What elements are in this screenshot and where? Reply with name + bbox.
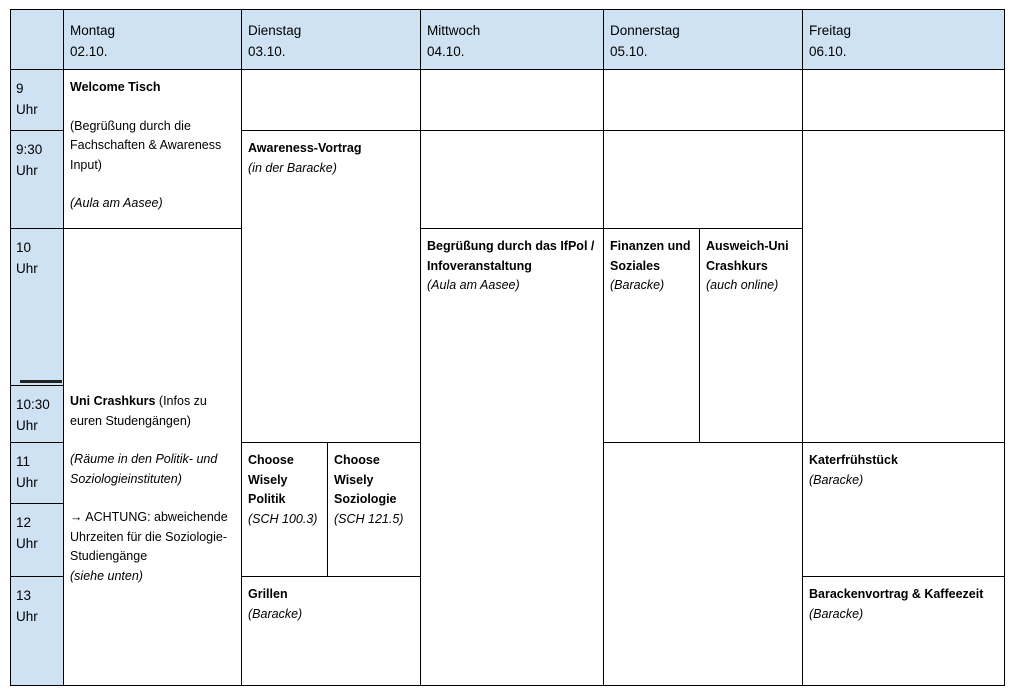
day-date: 05.10. — [610, 44, 648, 59]
header-corner — [10, 9, 64, 70]
event-rooms: (Räume in den Politik- und Soziologieinstituten) — [70, 452, 218, 486]
time-unit: Uhr — [16, 261, 38, 276]
event-title: Uni Crashkurs — [70, 394, 156, 408]
event-note: → ACHTUNG: abweichende Uhrzeiten für die Soziologie-Studiengänge — [70, 510, 228, 563]
event-grillen — [241, 576, 421, 686]
event-location: (in der Baracke) — [248, 160, 337, 175]
event-choose-wisely-politik — [241, 442, 328, 577]
event-awareness-vortrag — [241, 130, 421, 443]
event-location: (Baracke) — [248, 606, 303, 621]
event-title: Finanzen und Soziales — [610, 239, 691, 273]
event-title: Choose Wisely Politik — [248, 453, 294, 506]
header-tuesday — [241, 9, 421, 70]
day-name: Dienstag — [248, 23, 302, 38]
day-date: 06.10. — [809, 44, 847, 59]
event-choose-wisely-soziologie — [327, 442, 421, 577]
time-slot-9: 9 Uhr — [10, 69, 64, 131]
day-name: Montag — [70, 23, 116, 38]
day-date: 02.10. — [70, 44, 108, 59]
time-divider — [20, 380, 62, 383]
event-katerfruehstueck — [802, 442, 1005, 577]
event-title: Begrüßung durch das IfPol / Infoveranstaltung — [427, 239, 595, 273]
event-uni-crashkurs — [63, 228, 242, 686]
event-title: Ausweich-Uni Crashkurs — [706, 239, 789, 273]
event-barackenvortrag-kaffeezeit — [802, 576, 1005, 686]
day-name: Mittwoch — [427, 23, 481, 38]
event-note-ref: (siehe unten) — [70, 568, 143, 583]
event-description: (Begrüßung durch die Fachschaften & Awareness Input) — [70, 118, 222, 172]
event-title: Welcome Tisch — [70, 80, 161, 94]
header-friday — [802, 9, 1005, 70]
empty-slot — [420, 130, 604, 229]
event-location: (SCH 100.3) — [248, 511, 318, 526]
event-title: Barackenvortrag & Kaffeezeit — [809, 587, 984, 601]
time-unit: Uhr — [16, 536, 38, 551]
empty-slot — [802, 130, 1005, 443]
event-location: (Aula am Aasee) — [427, 278, 520, 292]
event-location: (SCH 121.5) — [334, 511, 404, 526]
time-slot-10: 10 Uhr — [10, 228, 64, 386]
event-title: Awareness-Vortrag — [248, 141, 362, 155]
event-location: (auch online) — [706, 278, 779, 292]
time-slot-10-30: 10:30 Uhr — [10, 385, 64, 443]
event-welcome-tisch — [63, 69, 242, 229]
event-finanzen-und-soziales — [603, 228, 700, 443]
time-unit: Uhr — [16, 163, 38, 178]
empty-slot — [802, 69, 1005, 131]
day-name: Freitag — [809, 23, 852, 38]
day-date: 04.10. — [427, 44, 465, 59]
event-ausweich-uni-crashkurs — [699, 228, 803, 443]
event-location: (Baracke) — [809, 606, 864, 621]
time-unit: Uhr — [16, 609, 38, 624]
time-slot-12: 12 Uhr — [10, 503, 64, 577]
time-unit: Uhr — [16, 475, 38, 490]
day-date: 03.10. — [248, 44, 286, 59]
event-title: Katerfrühstück — [809, 453, 898, 467]
time-slot-13: 13 Uhr — [10, 576, 64, 686]
empty-slot — [241, 69, 421, 131]
event-title: Choose Wisely Soziologie — [334, 453, 397, 506]
empty-slot — [603, 442, 803, 686]
empty-slot — [603, 69, 803, 131]
event-title: Grillen — [248, 587, 288, 601]
event-title-line — [70, 392, 235, 431]
time-unit: Uhr — [16, 102, 38, 117]
time-slot-11: 11 Uhr — [10, 442, 64, 504]
day-name: Donnerstag — [610, 23, 680, 38]
event-location: (Baracke) — [610, 278, 665, 292]
event-location: (Aula am Aasee) — [70, 196, 163, 210]
event-title-rest: (Infos zu euren Studengängen) — [70, 394, 207, 428]
time-slot-9-30: 9:30 Uhr — [10, 130, 64, 229]
empty-slot — [420, 69, 604, 131]
empty-slot — [603, 130, 803, 229]
event-begruessung-ifpol — [420, 228, 604, 686]
event-location: (Baracke) — [809, 472, 864, 487]
header-thursday — [603, 9, 803, 70]
header-wednesday — [420, 9, 604, 70]
time-unit: Uhr — [16, 418, 38, 433]
header-monday — [63, 9, 242, 70]
